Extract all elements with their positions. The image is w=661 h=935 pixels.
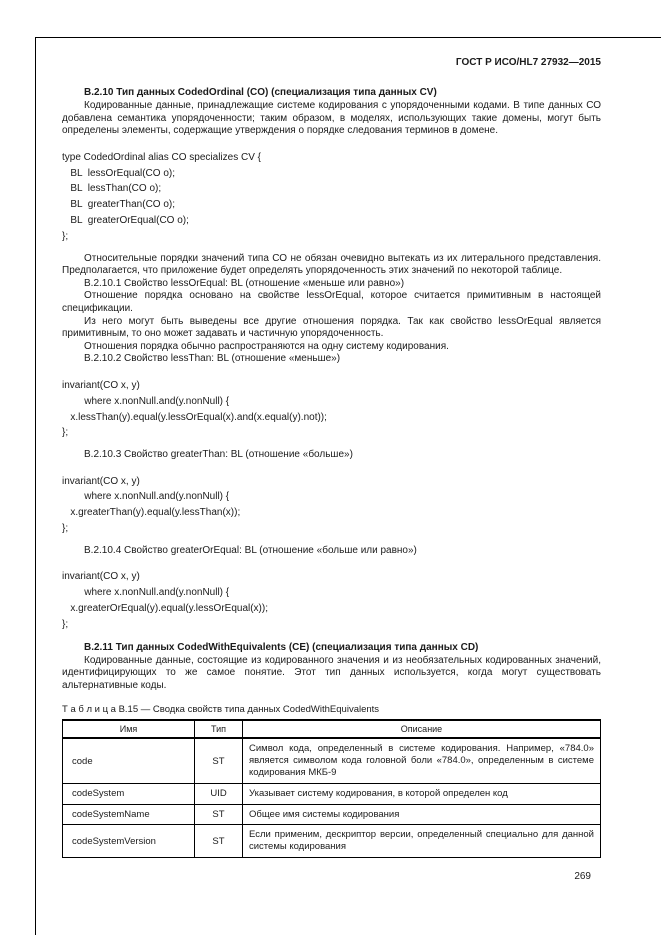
- table-row: [63, 783, 601, 804]
- code-line: type CodedOrdinal alias CO specializes CV {: [62, 151, 261, 163]
- cell-name: codeSystemVersion: [63, 825, 195, 858]
- code-line: x.greaterOrEqual(y).equal(y.lessOrEqual(x));: [62, 603, 268, 615]
- code-line: where x.nonNull.and(y.nonNull) {: [62, 395, 230, 407]
- code-line: where x.nonNull.and(y.nonNull) {: [62, 587, 230, 599]
- code-line: };: [62, 230, 69, 242]
- cell-description: Если применим, дескриптор версии, определенный специально для данной системы кодирования: [243, 825, 601, 858]
- heading-b2-11: В.2.11 Тип данных CodedWithEquivalents (CE) (специализация типа данных CD): [84, 641, 479, 653]
- cell-description: Символ кода, определенный в системе кодирования. Например, «784.0» является символом кода головной боли «784.0», определенным в системе кодирования МКБ-9: [243, 738, 601, 783]
- code-line: BL lessOrEqual(CO o);: [62, 167, 176, 179]
- code-block-lessthan-invariant: [62, 378, 601, 441]
- cell-type: ST: [195, 825, 243, 858]
- cell-type: UID: [195, 783, 243, 804]
- properties-table: [62, 719, 601, 858]
- page-number: 269: [574, 871, 591, 883]
- cell-name: codeSystem: [63, 783, 195, 804]
- heading-b2-10: В.2.10 Тип данных CodedOrdinal (CO) (специализация типа данных CV): [84, 87, 437, 98]
- code-line: };: [62, 523, 69, 535]
- code-line: where x.nonNull.and(y.nonNull) {: [62, 491, 230, 503]
- paragraph-b2-10-1-c: Отношения порядка обычно распространяются на одну систему кодирования.: [84, 340, 449, 352]
- cell-type: ST: [195, 738, 243, 783]
- heading-b2-10-1: В.2.10.1 Свойство lessOrEqual: BL (отношение «меньше или равно»): [84, 277, 405, 289]
- code-line: x.greaterThan(y).equal(y.lessThan(x));: [62, 507, 241, 519]
- code-line: };: [62, 618, 69, 630]
- code-block-greaterorequal-invariant: [62, 569, 601, 632]
- table-row: [63, 825, 601, 858]
- code-line: BL greaterOrEqual(CO o);: [62, 214, 189, 226]
- table-header-name: Имя: [63, 720, 195, 738]
- code-line: invariant(CO x, y): [62, 475, 140, 487]
- paragraph-b2-11-intro: Кодированные данные, состоящие из кодированного значения и из необязательных кодированных значений, идентифицирующих то же самое понятие. Этот тип данных используется, когда могут существовать альтернативные коды.: [62, 654, 601, 691]
- code-line: invariant(CO x, y): [62, 571, 140, 583]
- code-block-greaterthan-invariant: [62, 474, 601, 537]
- table-header-row: [63, 720, 601, 738]
- page-frame-top-line: [35, 37, 661, 38]
- table-header-type: Тип: [195, 720, 243, 738]
- paragraph-b2-10-1-b: Из него могут быть выведены все другие отношения порядка. Так как свойство lessOrEqual является примитивным, то оно может задавать и частичную упорядоченность.: [62, 315, 601, 340]
- table-header-description: Описание: [243, 720, 601, 738]
- page-content: [62, 57, 601, 882]
- paragraph-b2-10-1-a: Отношение порядка основано на свойстве lessOrEqual, которое считается примитивным в настоящей спецификации.: [62, 290, 601, 314]
- page-frame-left-line: [35, 37, 36, 935]
- cell-type: ST: [195, 804, 243, 825]
- table-caption: Т а б л и ц а В.15 — Сводка свойств типа данных CodedWithEquivalents: [62, 704, 380, 716]
- cell-name: code: [63, 738, 195, 783]
- code-block-codedordinal-type: [62, 150, 601, 245]
- table-row: [63, 738, 601, 783]
- cell-name: codeSystemName: [63, 804, 195, 825]
- table-row: [63, 804, 601, 825]
- code-line: invariant(CO x, y): [62, 379, 140, 391]
- code-line: x.lessThan(y).equal(y.lessOrEqual(x).and(x.equal(y).not));: [62, 411, 327, 423]
- cell-description: Общее имя системы кодирования: [243, 804, 601, 825]
- heading-b2-10-2: В.2.10.2 Свойство lessThan: BL (отношение «меньше»): [84, 353, 341, 365]
- code-line: BL lessThan(CO o);: [62, 183, 162, 195]
- cell-description: Указывает систему кодирования, в которой определен код: [243, 783, 601, 804]
- code-line: BL greaterThan(CO o);: [62, 199, 176, 211]
- heading-b2-10-3: В.2.10.3 Свойство greaterThan: BL (отношение «больше»): [84, 449, 353, 461]
- paragraph-b2-10-intro: Кодированные данные, принадлежащие системе кодирования с упорядоченными кодами. В типе данных СО добавлена семантика упорядоченности; таким образом, в моделях, использующих такие домены, могут быть определены элементы, содержащие утверждения о порядке следования терминов в домене.: [62, 100, 601, 137]
- code-line: };: [62, 427, 69, 439]
- heading-b2-10-4: В.2.10.4 Свойство greaterOrEqual: BL (отношение «больше или равно»): [84, 544, 417, 556]
- paragraph-relative-orders: Относительные порядки значений типа СО не обязан очевидно вытекать из их литерального представления. Предполагается, что приложение будет определять упорядоченность этих значений по некоторой таблице.: [62, 252, 601, 277]
- document-number: ГОСТ Р ИСО/HL7 27932—2015: [455, 57, 601, 68]
